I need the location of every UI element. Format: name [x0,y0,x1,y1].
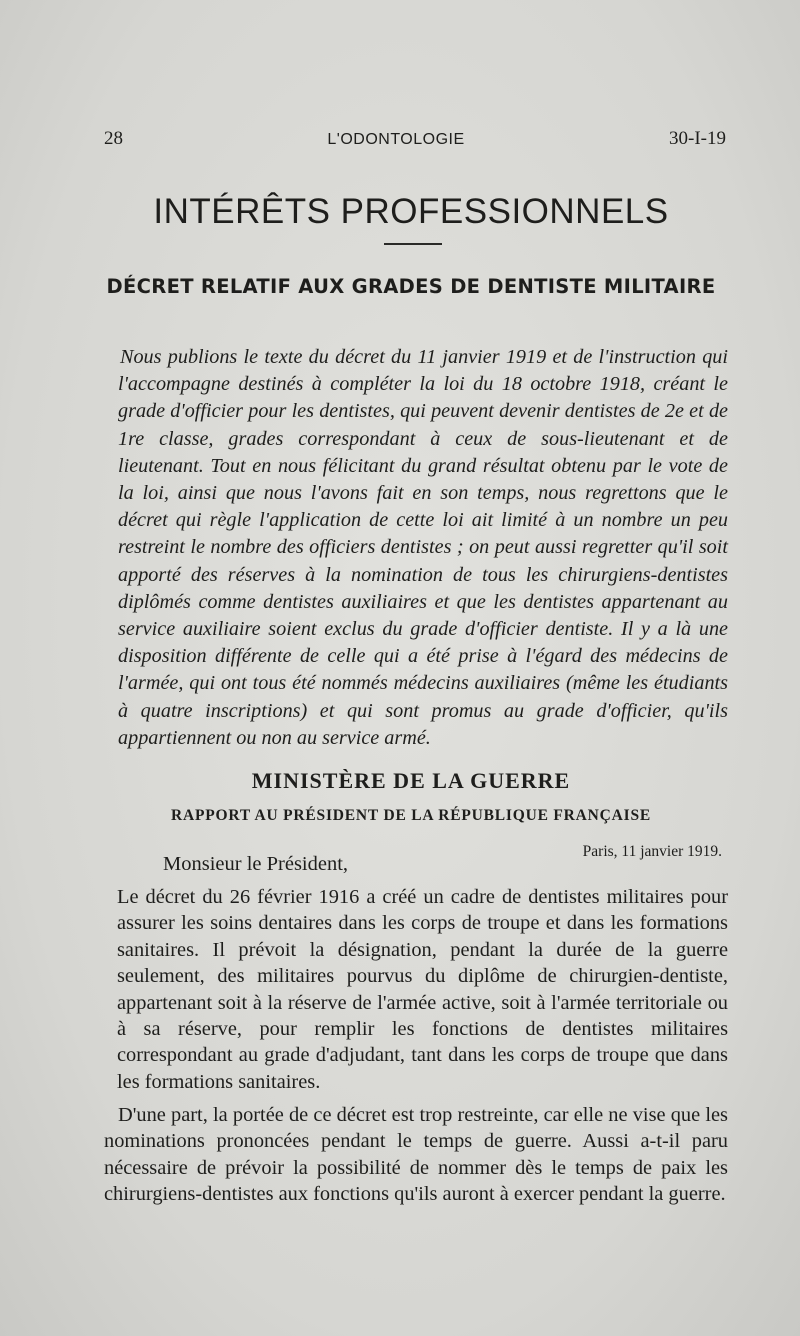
title-rule [384,243,442,245]
report-heading: RAPPORT AU PRÉSIDENT DE LA RÉPUBLIQUE FRANÇAISE [170,807,652,824]
section-title: INTÉRÊTS PROFESSIONNELS [153,192,669,231]
dateline: Paris, 11 janvier 1919. [582,843,722,860]
page-number: 28 [104,128,123,149]
ministry-heading: MINISTÈRE DE LA GUERRE [251,768,571,793]
body-paragraph-1-wrapper [117,884,728,1095]
intro-paragraph: Nous publions le texte du décret du 11 janvier 1919 et de l'instruction qui l'accompagne destinés à compléter la loi du 18 octobre 1918, créant le grade d'officier pour les dentistes, qui peuvent devenir dentistes de 2e et de 1re classe, grades correspondant à ceux de sous-lieutenant et de lieutenant. Tout en nous félicitant du grand résultat obtenu par le vote de la loi, ainsi que nous l'avons fait en son temps, nous regrettons que le décret qui règle l'application de cette loi ait limité à un nombre un peu restreint le nombre des officiers dentistes ; on peut aussi regretter qu'il soit apporté des réserves à la nomination de tous les chirurgiens-dentistes diplômés comme dentistes auxiliaires et que les dentistes appartenant au service auxiliaire soient exclus du grade d'officier dentiste. Il y a là une disposition différente de celle qui a été prise à l'égard des médecins de l'armée, qui ont tous été nommés médecins auxiliaires (même les étudiants à quatre inscriptions) et qui sont promus au grade d'officier, qu'ils appartiennent ou non au service armé. [118,346,728,749]
body-paragraph-2: D'une part, la portée de ce décret est trop restreinte, car elle ne vise que les nominations prononcées pendant le temps de guerre. Aussi a-t-il paru nécessaire de prévoir la possibilité de nommer dès le temps de paix les chirurgiens-dentistes aux fonctions qu'ils auront à exercer pendant la guerre. [104,1104,728,1206]
journal-name: L'ODONTOLOGIE [327,131,465,148]
salutation: Monsieur le Président, [163,853,349,875]
running-header [104,128,726,150]
decree-title: DÉCRET RELATIF AUX GRADES DE DENTISTE MILITAIRE [106,275,716,298]
body-paragraph-1: Le décret du 26 février 1916 a créé un cadre de dentistes militaires pour assurer les soins dentaires dans les corps de troupe et dans les formations sanitaires. Il prévoit la désignation, pendant la durée de la guerre seulement, des militaires pourvus du diplôme de chirurgien-dentiste, appartenant soit à la réserve de l'armée active, soit à l'armée territoriale ou à sa réserve, pour remplir les fonctions de dentistes militaires correspondant au grade d'adjudant, tant dans les corps de troupe que dans les formations sanitaires. [117,886,728,1093]
issue-date: 30-I-19 [669,128,726,149]
